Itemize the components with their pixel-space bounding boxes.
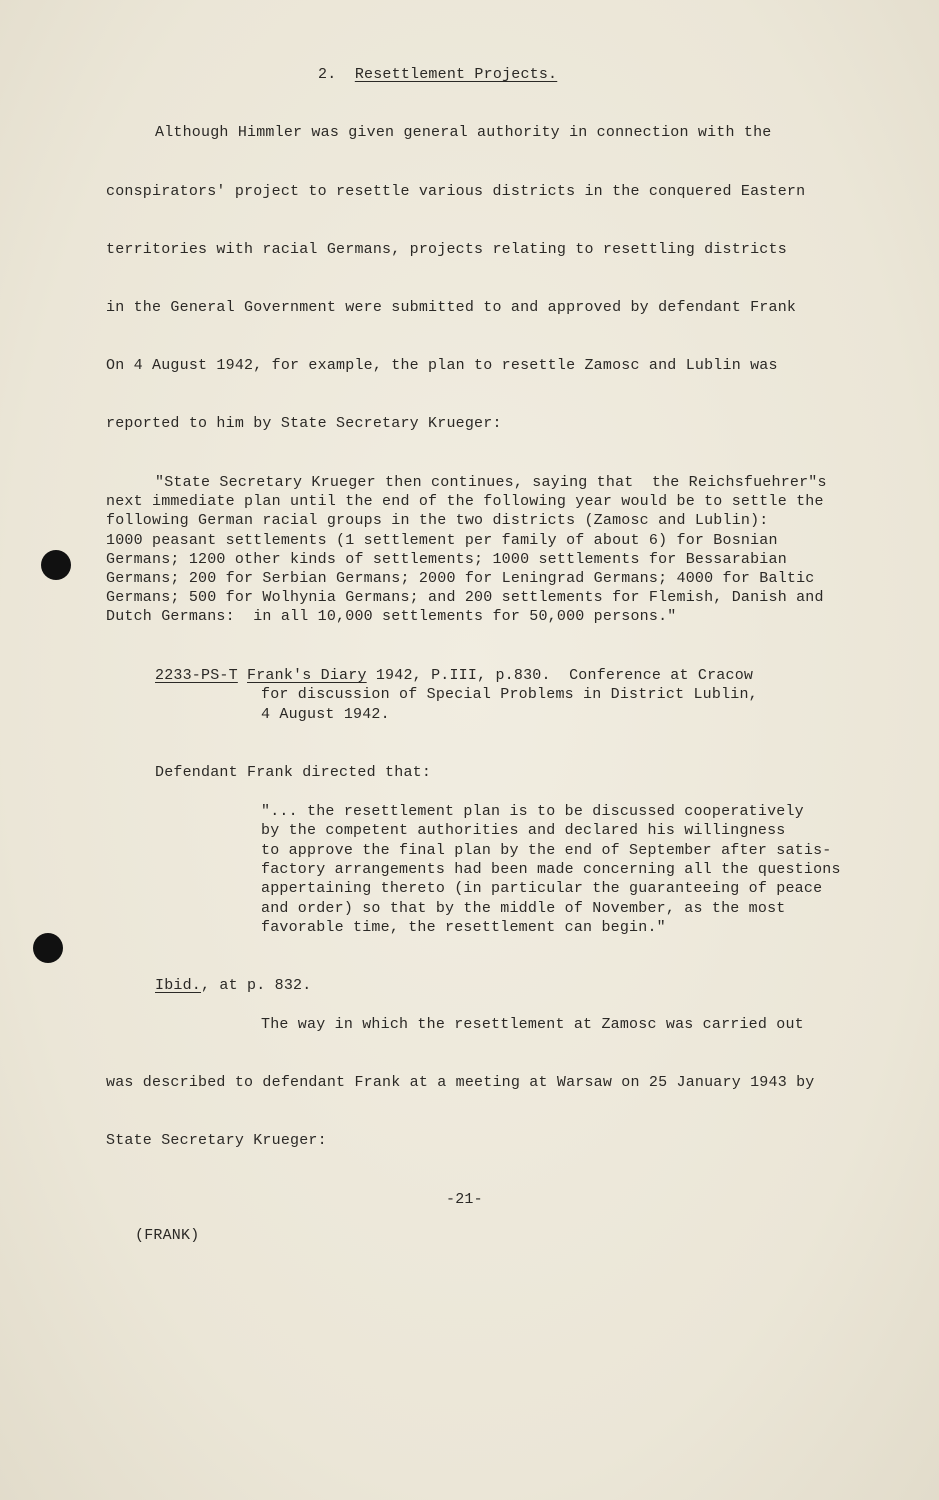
quote-2-line: factory arrangements had been made concerning all the questions: [261, 861, 841, 878]
section-number: 2.: [318, 66, 337, 83]
quote-2-line: and order) so that by the middle of November, as the most: [261, 900, 786, 917]
citation-source: Frank's Diary: [247, 667, 367, 684]
page-number: -21-: [446, 1191, 483, 1208]
quote-1-line: Germans; 1200 other kinds of settlements; 1000 settlements for Bessarabian: [106, 551, 787, 568]
citation-line: for discussion of Special Problems in District Lublin,: [261, 686, 758, 703]
paragraph-1-line: territories with racial Germans, projects relating to resettling districts: [106, 241, 787, 258]
quote-1-line: "State Secretary Krueger then continues, saying that the Reichsfuehrer"s: [155, 474, 827, 491]
paragraph-1-line: conspirators' project to resettle various districts in the conquered Eastern: [106, 183, 806, 200]
section-heading: [318, 66, 557, 83]
citation-page: , at p. 832.: [201, 977, 312, 994]
paragraph-1-line: in the General Government were submitted to and approved by defendant Frank: [106, 299, 797, 316]
quote-1-line: Germans; 500 for Wolhynia Germans; and 200 settlements for Flemish, Danish and: [106, 589, 824, 606]
paragraph-1-line: reported to him by State Secretary Krueger:: [106, 415, 502, 432]
citation-line: 1942, P.III, p.830. Conference at Cracow: [366, 667, 754, 684]
paragraph-2-line: was described to defendant Frank at a meeting at Warsaw on 25 January 1943 by: [106, 1074, 815, 1091]
quote-2-line: to approve the final plan by the end of September after satis-: [261, 842, 832, 859]
quote-1-line: 1000 peasant settlements (1 settlement per family of about 6) for Bosnian: [106, 532, 778, 549]
quote-2-line: "... the resettlement plan is to be discussed cooperatively: [261, 803, 804, 820]
quote-2-line: favorable time, the resettlement can begin.": [261, 919, 666, 936]
quote-1-line: next immediate plan until the end of the following year would be to settle the: [106, 493, 824, 510]
quote-1-line: Germans; 200 for Serbian Germans; 2000 for Leningrad Germans; 4000 for Baltic: [106, 570, 815, 587]
punch-hole-upper: [41, 550, 71, 580]
quote-2-line: appertaining thereto (in particular the guaranteeing of peace: [261, 880, 823, 897]
paragraph-2-line: The way in which the resettlement at Zamosc was carried out: [261, 1016, 804, 1033]
paragraph-1-line: On 4 August 1942, for example, the plan to resettle Zamosc and Lublin was: [106, 357, 778, 374]
punch-hole-lower: [33, 933, 63, 963]
paragraph-1-line: Although Himmler was given general authority in connection with the: [155, 124, 772, 141]
quote-intro: Defendant Frank directed that:: [155, 764, 432, 781]
document-reference: 2233-PS-T: [155, 667, 238, 684]
paragraph-2-line: State Secretary Krueger:: [106, 1132, 327, 1149]
quote-1-line: Dutch Germans: in all 10,000 settlements for 50,000 persons.": [106, 608, 677, 625]
citation-1: [155, 667, 753, 684]
document-footer: (FRANK): [135, 1227, 200, 1244]
citation-line: 4 August 1942.: [261, 706, 390, 723]
ibid-reference: Ibid.: [155, 977, 202, 994]
citation-2: [155, 977, 311, 994]
section-title: Resettlement Projects.: [354, 66, 558, 83]
quote-2-line: by the competent authorities and declared his willingness: [261, 822, 786, 839]
quote-1-line: following German racial groups in the two districts (Zamosc and Lublin):: [106, 512, 769, 529]
